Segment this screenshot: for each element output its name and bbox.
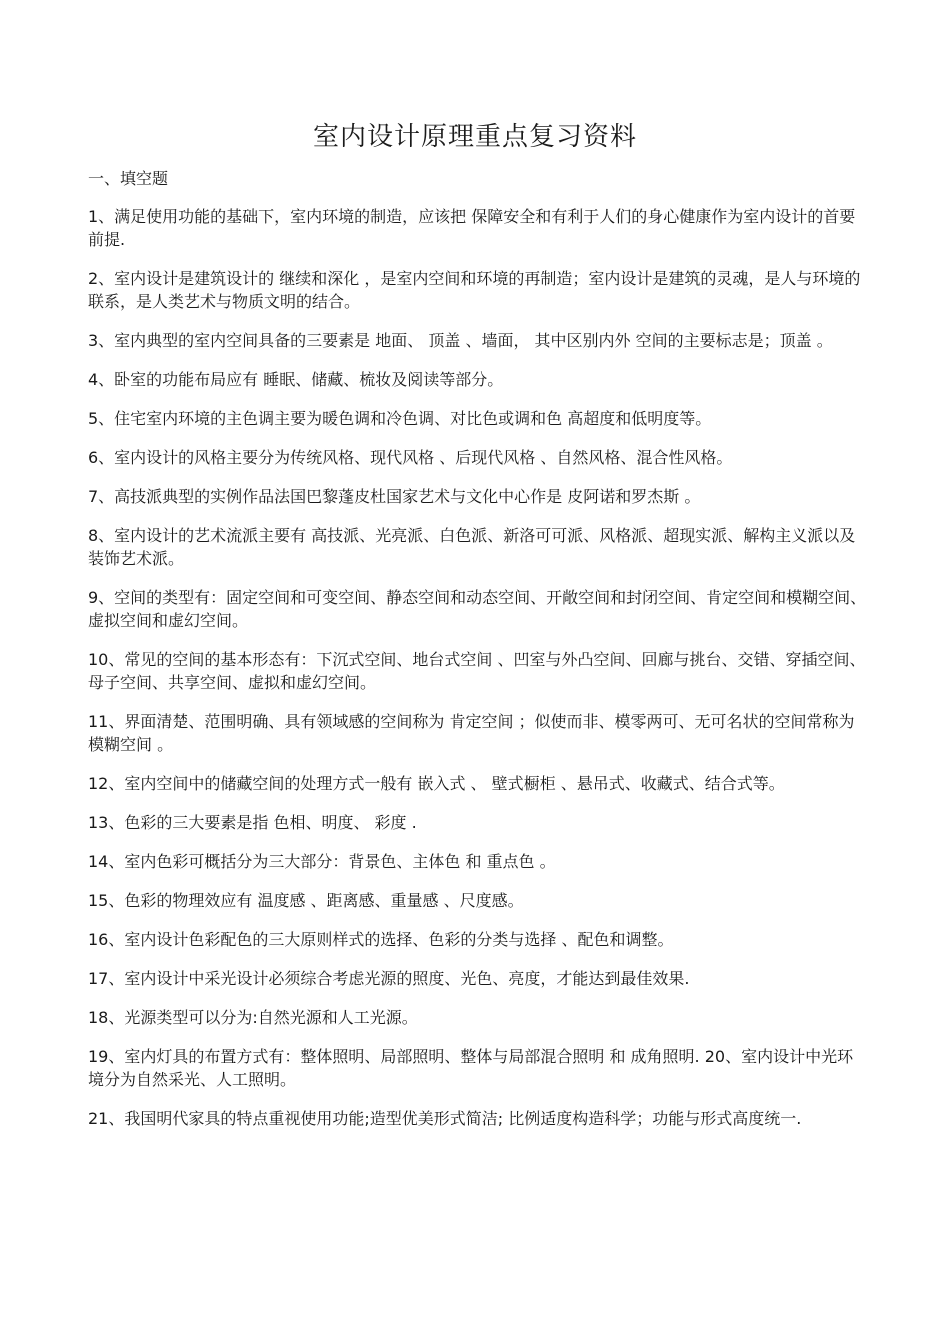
document-title: 室内设计原理重点复习资料 bbox=[312, 122, 637, 152]
question-item-17: 17、室内设计中采光设计必须综合考虑光源的照度、光色、亮度，才能达到最佳效果. bbox=[88, 969, 690, 988]
question-item-13: 13、色彩的三大要素是指 色相、明度、 彩度 . bbox=[88, 813, 417, 832]
question-item-15: 15、色彩的物理效应有 温度感 、距离感、重量感 、尺度感。 bbox=[88, 891, 524, 910]
question-item-19: 19、室内灯具的布置方式有：整体照明、局部照明、整体与局部混合照明 和 成角照明. 20、室内设计中光环境分为自然采光、人工照明。 bbox=[88, 1047, 854, 1089]
question-item-16: 16、室内设计色彩配色的三大原则样式的选择、色彩的分类与选择 、配色和调整。 bbox=[88, 930, 674, 949]
question-item-9: 9、空间的类型有：固定空间和可变空间、静态空间和动态空间、开敞空间和封闭空间、肯定空间和模糊空间、虚拟空间和虚幻空间。 bbox=[88, 588, 867, 630]
question-item-6: 6、室内设计的风格主要分为传统风格、现代风格 、后现代风格 、自然风格、混合性风格。 bbox=[88, 448, 733, 467]
question-item-4: 4、卧室的功能布局应有 睡眠、储藏、梳妆及阅读等部分。 bbox=[88, 370, 504, 389]
question-item-7: 7、高技派典型的实例作品法国巴黎蓬皮杜国家艺术与文化中心作是 皮阿诺和罗杰斯 。 bbox=[88, 487, 701, 506]
question-item-5: 5、住宅室内环境的主色调主要为暖色调和冷色调、对比色或调和色 高超度和低明度等。 bbox=[88, 409, 712, 428]
question-item-10: 10、常见的空间的基本形态有：下沉式空间、地台式空间 、凹室与外凸空间、回廊与挑台、交错、穿插空间、母子空间、共享空间、虚拟和虚幻空间。 bbox=[88, 650, 866, 692]
question-item-11: 11、界面清楚、范围明确、具有领域感的空间称为 肯定空间 ；似使而非、模零两可、无可名状的空间常称为 模糊空间 。 bbox=[88, 712, 855, 754]
section-heading: 一、填空题 bbox=[88, 169, 169, 188]
question-item-21: 21、我国明代家具的特点重视使用功能;造型优美形式简洁; 比例适度构造科学；功能与形式高度统一. bbox=[88, 1109, 802, 1128]
question-item-14: 14、室内色彩可概括分为三大部分：背景色、主体色 和 重点色 。 bbox=[88, 852, 556, 871]
question-item-2: 2、室内设计是建筑设计的 继续和深化 ，是室内空间和环境的再制造；室内设计是建筑的灵魂，是人与环境的联系，是人类艺术与物质文明的结合。 bbox=[88, 269, 861, 311]
question-item-8: 8、室内设计的艺术流派主要有 高技派、光亮派、白色派、新洛可可派、风格派、超现实派、解构主义派以及装饰艺术派。 bbox=[88, 526, 856, 568]
question-item-12: 12、室内空间中的储藏空间的处理方式一般有 嵌入式 、 壁式橱柜 、悬吊式、收藏式、结合式等。 bbox=[88, 774, 785, 793]
question-item-18: 18、光源类型可以分为:自然光源和人工光源。 bbox=[88, 1008, 418, 1027]
question-item-3: 3、室内典型的室内空间具备的三要素是 地面、 顶盖 、墙面， 其中区别内外 空间的主要标志是；顶盖 。 bbox=[88, 331, 833, 350]
question-item-1: 1、满足使用功能的基础下，室内环境的制造，应该把 保障安全和有利于人们的身心健康作为室内设计的首要前提. bbox=[88, 207, 856, 249]
question-list bbox=[88, 205, 868, 1146]
